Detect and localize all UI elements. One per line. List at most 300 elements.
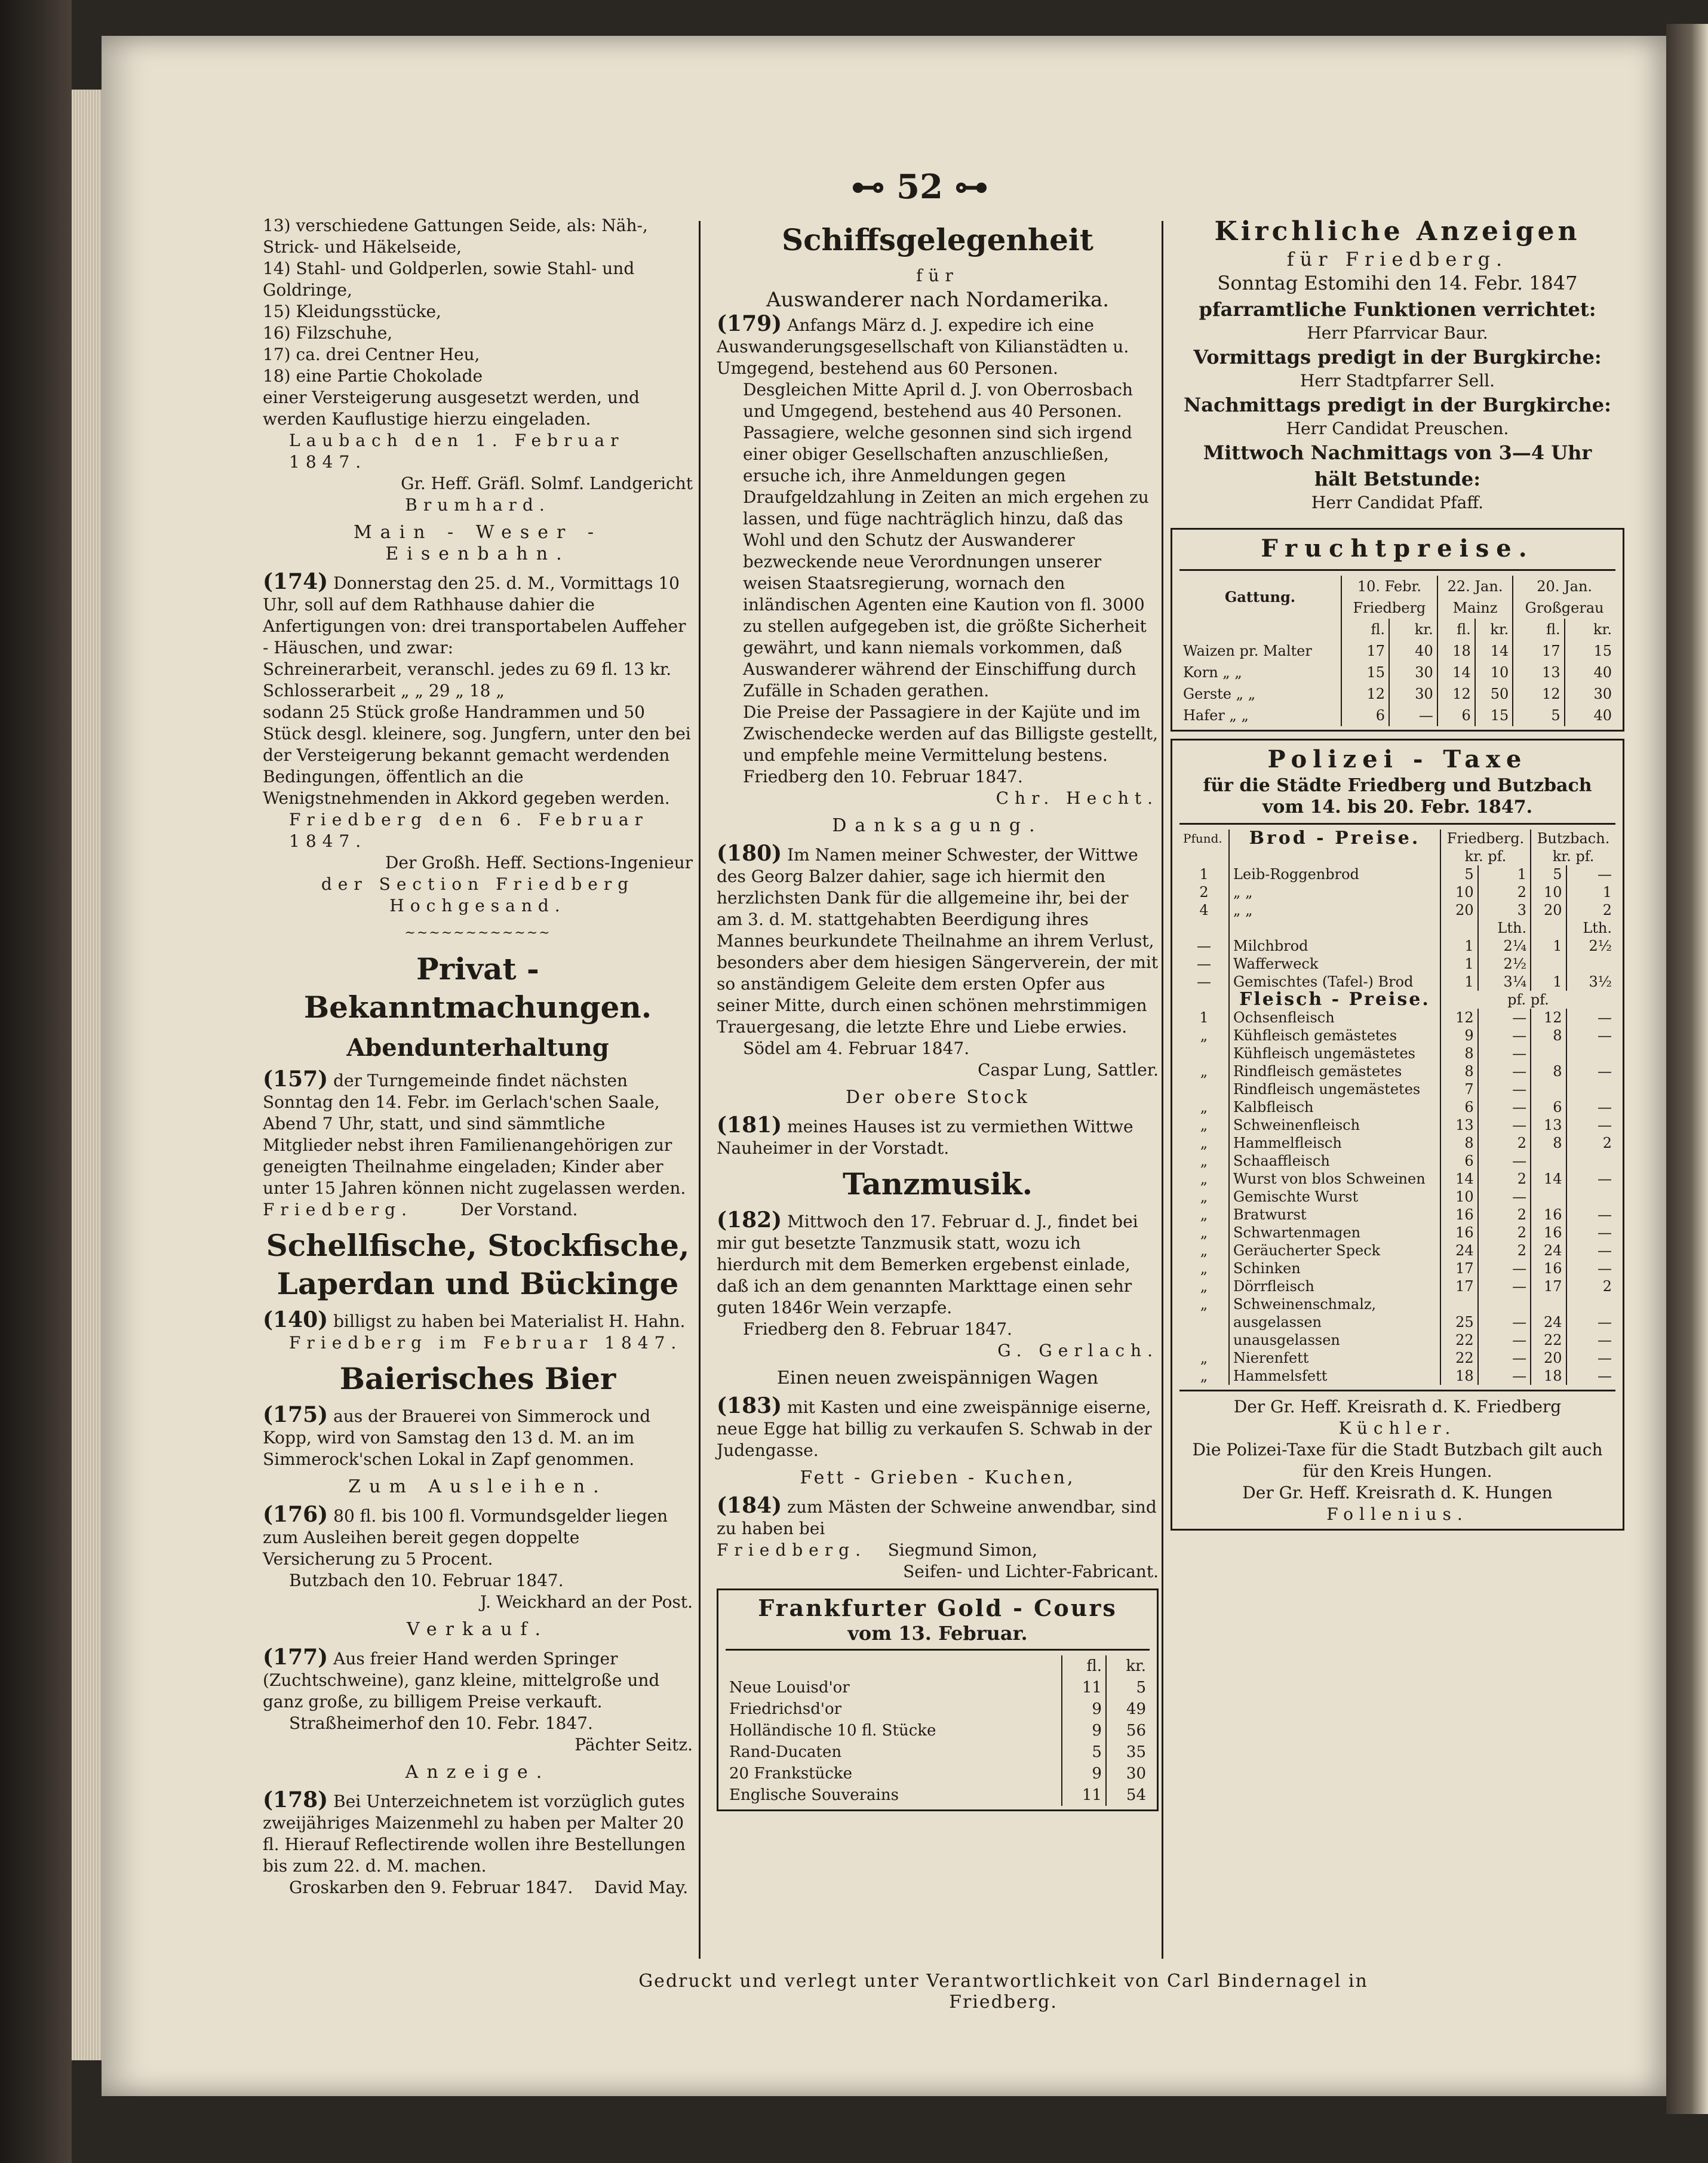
church-line: Mittwoch Nachmittags von 3—4 Uhr [1203, 441, 1592, 464]
price-cell: 40 [1593, 707, 1612, 724]
ad-subheading: Auswanderer nach Nordamerika. [766, 288, 1110, 312]
price-cell: 6 [1437, 705, 1475, 726]
place-date: Friedberg den 8. Februar 1847. [743, 1319, 1012, 1339]
price-cell: 2¼ [1478, 937, 1531, 955]
price-cell [1440, 1295, 1478, 1313]
place-date: Friedberg den 10. Februar 1847. [743, 767, 1023, 786]
unit-label: fl. [1513, 619, 1564, 640]
price-cell: 16 [1531, 1206, 1566, 1224]
notice-178 [263, 1789, 693, 1898]
rate-fl: 5 [1062, 1741, 1106, 1763]
table-units-row [1179, 619, 1615, 640]
notice-text: Im Namen meiner Schwester, der Wittwe des Georg Balzer dahier, sage ich hiermit den herzlichsten Dank für die allgemeine ihr, bei der am 3. d. M. stattgehabten Beerdigung ihres Mannes beurkundete Theilnahme an ihrem Verlust, besonders aber dem hiesigen Sängerverein, der mit so anständigem Geleite dem ersten Opfer aus seiner Mitte, durch einen schönen mehrstimmigen Trauergesang, die letzte Ehre und Liebe erwies. [717, 845, 1159, 1037]
table-row [1179, 1224, 1615, 1242]
price-cell: 14 [1440, 1170, 1478, 1188]
price-cell: 12 [1513, 683, 1564, 705]
column-header: Mainz [1437, 597, 1513, 619]
rate-kr: 56 [1106, 1720, 1150, 1741]
facing-page-edge [1666, 24, 1708, 2114]
quantity-cell: „ [1179, 1027, 1229, 1044]
quantity-cell: 1 [1179, 865, 1229, 883]
place-date: Straßheimerhof den 10. Febr. 1847. [289, 1713, 593, 1733]
grain-type: Gerste „ „ [1179, 683, 1341, 705]
price-cell: — [1598, 1332, 1612, 1348]
price-cell: 8 [1531, 1134, 1566, 1152]
notice-text: Die Preise der Passagiere in der Kajüte und im Zwischendecke werden auf das Billigste gestellt, und empfehle meine Vermittelung bestens. [743, 702, 1159, 765]
notice-text: 80 fl. bis 100 fl. Vormundsgelder liegen zum Ausleihen bereit gegen doppelte Versicherung zu 5 Procent. [263, 1506, 668, 1569]
grain-price-table [1179, 576, 1615, 726]
item-name: Schweinenschmalz, [1229, 1295, 1440, 1313]
item-name: Rindfleisch gemästetes [1229, 1062, 1440, 1080]
price-cell: — [1478, 1116, 1531, 1134]
price-cell: — [1478, 1313, 1531, 1331]
price-cell: 10 [1531, 883, 1566, 901]
column-1 [263, 215, 693, 1904]
table-row [1179, 973, 1615, 991]
price-cell: — [1598, 1099, 1612, 1116]
price-cell: — [1478, 1188, 1531, 1206]
church-line: pfarramtliche Funktionen verrichtet: [1199, 298, 1596, 321]
item-name: Schaaffleisch [1229, 1152, 1440, 1170]
notice-text: sodann 25 Stück große Handrammen und 50 Stück desgl. kleinere, sog. Jungfern, unter den bei der Versteigerung bekannt gemacht werdenden Bedingungen, öffentlich an die Wenigstnehmenden in Akkord gegeben werden. [263, 702, 691, 808]
coin-name: Neue Louisd'or [729, 1679, 850, 1697]
notice-180 [717, 843, 1159, 1081]
ad-heading: Zum Ausleihen. [348, 1476, 607, 1497]
price-cell: 15 [1593, 643, 1612, 659]
place-date: Friedberg im Februar 1847. [289, 1333, 683, 1353]
police-signature: Follenius. [1326, 1504, 1469, 1524]
quantity-cell [1179, 1080, 1229, 1098]
signature: Seifen- und Lichter-Fabricant. [903, 1562, 1159, 1581]
notice-text: Anfangs März d. J. expedire ich eine Auswanderungsgesellschaft von Kilianstädten u. Umgegend, bestehend aus 60 Personen. [717, 315, 1129, 378]
table-row [1179, 1009, 1615, 1027]
column-rule-2 [1162, 221, 1163, 1959]
unit-label: fl. [1341, 619, 1389, 640]
notice-text: aus der Brauerei von Simmerock und Kopp, wird von Samstag den 13 d. M. an im Simmerock'schen Lokal in Zapf genommen. [263, 1406, 651, 1469]
price-cell: 10 [1440, 883, 1478, 901]
price-cell: 5 [1440, 865, 1478, 883]
notice-text: Schlosserarbeit „ „ 29 „ 18 „ [263, 681, 505, 700]
price-cell: 22 [1531, 1331, 1566, 1349]
gold-rate-heading: Frankfurter Gold - Cours [758, 1594, 1117, 1621]
ad-heading: Fett - Grieben - Kuchen, [800, 1467, 1076, 1488]
quantity-cell: „ [1179, 1116, 1229, 1134]
quantity-cell: — [1179, 937, 1229, 955]
price-cell: — [1478, 1259, 1531, 1277]
price-cell: 18 [1531, 1367, 1566, 1385]
table-row [1179, 1134, 1615, 1152]
column-header: Butzbach. [1537, 830, 1610, 847]
coin-name: Englische Souverains [729, 1786, 899, 1804]
table-row [1179, 1188, 1615, 1206]
church-subheading: für Friedberg. [1286, 248, 1509, 271]
price-cell: 2½ [1589, 938, 1612, 954]
price-cell: 16 [1531, 1259, 1566, 1277]
book-spine-edge [0, 0, 72, 2163]
price-cell: — [1598, 1242, 1612, 1259]
signature: Der Großh. Heff. Sections-Ingenieur [385, 853, 693, 872]
police-tax-heading: Polizei - Taxe [1267, 745, 1528, 773]
notice-text: billigst zu haben bei Materialist H. Hahn. [333, 1311, 686, 1331]
quantity-cell [1179, 1044, 1229, 1062]
rate-kr: 54 [1106, 1784, 1150, 1806]
column-header: Brod - Preise. [1229, 829, 1440, 847]
price-cell [1566, 1080, 1615, 1098]
table-row [1179, 1295, 1615, 1313]
table-row [1179, 1367, 1615, 1385]
place-date: Friedberg den 6. Februar 1847. [289, 810, 649, 851]
notice-181 [717, 1114, 1159, 1159]
table-row [1179, 1349, 1615, 1367]
price-cell: 2 [1602, 902, 1612, 918]
table-row [1179, 1331, 1615, 1349]
price-cell: 3 [1478, 901, 1531, 919]
quantity-cell: „ [1179, 1170, 1229, 1188]
price-cell: 13 [1513, 662, 1564, 683]
gold-rate-box [717, 1589, 1159, 1811]
price-cell: 15 [1341, 662, 1389, 683]
price-cell: 2 [1478, 883, 1531, 901]
column-header: Friedberg [1341, 597, 1437, 619]
signature: der Section Friedberg [321, 874, 635, 894]
item-name: Schwartenmagen [1229, 1224, 1440, 1242]
price-cell: — [1478, 1277, 1531, 1295]
list-item: 17) ca. drei Centner Heu, [263, 345, 480, 364]
notice-number: (181) [717, 1113, 782, 1138]
price-cell: 18 [1440, 1367, 1478, 1385]
price-cell: 1 [1531, 973, 1566, 991]
price-cell: — [1598, 1009, 1612, 1026]
notice-157 [263, 1068, 693, 1221]
price-cell [1566, 1295, 1615, 1313]
quantity-cell: „ [1179, 1242, 1229, 1259]
price-cell [1566, 1188, 1615, 1206]
table-header-row [726, 1655, 1150, 1677]
grain-type: Waizen pr. Malter [1179, 640, 1341, 662]
item-name: Dörrfleisch [1229, 1277, 1440, 1295]
rate-fl: 9 [1062, 1720, 1106, 1741]
quantity-cell: „ [1179, 1349, 1229, 1367]
church-line: Herr Pfarrvicar Baur. [1307, 323, 1488, 343]
ad-heading: Abendunterhaltung [346, 1034, 609, 1062]
notice-number: (176) [263, 1502, 328, 1527]
price-cell: — [1598, 1368, 1612, 1384]
notice-number: (184) [717, 1493, 782, 1518]
table-row [1179, 937, 1615, 955]
quantity-cell: 4 [1179, 901, 1229, 919]
table-row [1179, 865, 1615, 883]
grain-price-box [1171, 528, 1624, 732]
rate-kr: 30 [1106, 1763, 1150, 1784]
table-row [726, 1698, 1150, 1720]
price-cell: 30 [1593, 686, 1612, 702]
column-2 [717, 215, 1159, 1811]
table-row [1179, 901, 1615, 919]
price-cell: 5 [1531, 865, 1566, 883]
church-line: Herr Candidat Pfaff. [1311, 493, 1484, 512]
price-cell: — [1598, 1027, 1612, 1044]
unit-label: pf. pf. [1507, 991, 1549, 1008]
rate-fl: 11 [1062, 1784, 1106, 1806]
column-header: 10. Febr. [1341, 576, 1437, 597]
table-subheader-row [1179, 991, 1615, 1009]
item-name: Nierenfett [1229, 1349, 1440, 1367]
place: Friedberg. [263, 1200, 413, 1219]
church-line: Nachmittags predigt in der Burgkirche: [1184, 394, 1611, 416]
price-cell: — [1598, 1350, 1612, 1366]
table-row [726, 1741, 1150, 1763]
column-header: 22. Jan. [1437, 576, 1513, 597]
quantity-cell: „ [1179, 1224, 1229, 1242]
price-cell: 22 [1440, 1331, 1478, 1349]
price-cell: 8 [1440, 1062, 1478, 1080]
quantity-cell: 1 [1179, 1009, 1229, 1027]
unit-label: kr. [1389, 619, 1437, 640]
price-cell: 2 [1478, 1224, 1531, 1242]
divider [1179, 823, 1615, 825]
price-cell: 20 [1531, 901, 1566, 919]
price-cell: 1 [1440, 937, 1478, 955]
police-tax-box [1171, 739, 1624, 1531]
price-cell: 18 [1437, 640, 1475, 662]
price-cell: — [1478, 1044, 1531, 1062]
notice-175 [263, 1404, 693, 1470]
price-cell: 2 [1478, 1170, 1531, 1188]
church-line: hält Betstunde: [1314, 468, 1481, 490]
price-cell: — [1478, 1152, 1531, 1170]
table-row [1179, 1277, 1615, 1295]
place-date: Groskarben den 9. Februar 1847. [289, 1878, 573, 1897]
table-units-row [1179, 847, 1615, 865]
table-row [1179, 1242, 1615, 1259]
price-cell: 13 [1440, 1116, 1478, 1134]
table-row [1179, 1044, 1615, 1062]
notice-text: mit Kasten und eine zweispännige eiserne, neue Egge hat billig zu verkaufen S. Schwab in der Judengasse. [717, 1397, 1152, 1460]
item-name: Hammelfleisch [1229, 1134, 1440, 1152]
price-cell: 10 [1475, 662, 1513, 683]
column-header: Großgerau [1525, 600, 1604, 616]
quantity-cell: — [1179, 973, 1229, 991]
price-cell: — [1478, 1062, 1531, 1080]
grain-type: Hafer „ „ [1179, 705, 1341, 726]
price-cell: — [1478, 1080, 1531, 1098]
ad-heading: Verkauf. [407, 1619, 549, 1640]
notice-179 [717, 313, 1159, 809]
price-cell: 1 [1531, 937, 1566, 955]
price-cell [1531, 1295, 1566, 1313]
bread-price-rows [1179, 865, 1615, 991]
item-name: Milchbrod [1229, 937, 1440, 955]
price-cell: 8 [1531, 1027, 1566, 1044]
price-cell: 2½ [1478, 955, 1531, 973]
table-row [1179, 640, 1615, 662]
unit-label: kr. [1593, 621, 1612, 638]
divider [726, 1649, 1150, 1651]
table-row [726, 1720, 1150, 1741]
price-cell [1566, 1044, 1615, 1062]
price-cell: 8 [1440, 1134, 1478, 1152]
notice-text: Aus freier Hand werden Springer (Zuchtschweine), ganz kleine, mittelgroße und ganz große, zu billigem Preise verkauft. [263, 1649, 660, 1712]
notice-174 [263, 571, 693, 917]
quantity-cell: „ [1179, 1134, 1229, 1152]
item-name: Hammelsfett [1229, 1367, 1440, 1385]
table-row [1179, 1062, 1615, 1080]
quantity-cell [1179, 1331, 1229, 1349]
unit-label: kr. pf. [1552, 848, 1595, 865]
price-cell: 10 [1440, 1188, 1478, 1206]
list-item: 15) Kleidungsstücke, [263, 302, 441, 321]
list-item: 18) eine Partie Chokolade [263, 366, 483, 386]
table-row [726, 1677, 1150, 1698]
section-heading: Privat - Bekanntmachungen. [303, 951, 652, 1025]
quantity-cell: „ [1179, 1188, 1229, 1206]
price-cell: 8 [1440, 1044, 1478, 1062]
price-cell: 2 [1478, 1134, 1531, 1152]
ad-subheading: für [916, 266, 959, 285]
table-header-row [1179, 576, 1615, 597]
unit-label: fl. [1437, 619, 1475, 640]
signature: Pächter Seitz. [575, 1735, 693, 1755]
table-row [1179, 1170, 1615, 1188]
price-cell: 40 [1593, 664, 1612, 681]
auction-list [263, 215, 693, 516]
item-name: Kühfleisch ungemästetes [1229, 1044, 1440, 1062]
notice-number: (175) [263, 1402, 328, 1427]
price-cell: 12 [1531, 1009, 1566, 1027]
column-header: fl. [1062, 1655, 1106, 1677]
price-cell: 1 [1440, 955, 1478, 973]
notice-140 [263, 1309, 693, 1354]
item-name: Rindfleisch ungemästetes [1229, 1080, 1440, 1098]
price-cell: — [1478, 1367, 1531, 1385]
price-cell: 14 [1531, 1170, 1566, 1188]
price-cell: 6 [1341, 705, 1389, 726]
price-cell: 17 [1440, 1259, 1478, 1277]
price-cell: — [1478, 1009, 1531, 1027]
price-cell [1531, 955, 1566, 973]
section-heading: Main - Weser - Eisenbahn. [353, 522, 603, 564]
grain-price-heading: Fruchtpreise. [1261, 534, 1534, 563]
price-cell: — [1598, 1063, 1612, 1080]
price-cell [1531, 1080, 1566, 1098]
price-cell: — [1478, 1027, 1531, 1044]
ad-heading: Schellfische, Stockfische, Laperdan und Bückinge [266, 1228, 690, 1301]
price-cell [1531, 919, 1566, 937]
item-name: Ochsenfleisch [1229, 1009, 1440, 1027]
ad-heading: Der obere Stock [846, 1087, 1030, 1108]
price-cell: — [1478, 1331, 1531, 1349]
price-cell: 24 [1531, 1313, 1566, 1331]
auction-text: einer Versteigerung ausgesetzt werden, und werden Kauflustige hierzu eingeladen. [263, 388, 640, 429]
table-row [1179, 1098, 1615, 1116]
notice-text: Desgleichen Mitte April d. J. von Oberrosbach und Umgegend, bestehend aus 40 Personen. [743, 380, 1133, 421]
notice-text: Mittwoch den 17. Februar d. J., findet bei mir gut besetzte Tanzmusik statt, wozu ich hierdurch mit dem Bemerken ergebenst einlade, daß ich an dem genannten Markttage einen sehr guten 1846r Wein verzapfe. [717, 1212, 1138, 1317]
ad-heading: Anzeige. [405, 1762, 551, 1783]
table-header-row [1179, 829, 1615, 847]
signature: Gr. Heff. Gräfl. Solmf. Landgericht [401, 474, 693, 493]
quantity-cell: „ [1179, 1295, 1229, 1313]
price-cell: 17 [1341, 640, 1389, 662]
price-cell: 3½ [1589, 973, 1612, 990]
grain-price-rows [1179, 640, 1615, 726]
gold-rate-rows [726, 1677, 1150, 1806]
quantity-cell: „ [1179, 1152, 1229, 1170]
ad-heading: Tanzmusik. [842, 1166, 1033, 1202]
police-tax-subheading: für die Städte Friedberg und Butzbach [1203, 775, 1592, 796]
divider [1179, 1390, 1615, 1391]
quantity-cell [1179, 1313, 1229, 1331]
place: Friedberg. [717, 1540, 867, 1560]
price-cell: 40 [1389, 640, 1437, 662]
price-cell [1531, 1044, 1566, 1062]
church-date: Sonntag Estomihi den 14. Febr. 1847 [1217, 272, 1578, 294]
item-name: Kühfleisch gemästetes [1229, 1027, 1440, 1044]
police-note: Die Polizei-Taxe für die Stadt Butzbach gilt auch für den Kreis Hungen. [1192, 1440, 1603, 1481]
item-name: Bratwurst [1229, 1206, 1440, 1224]
ornament-right: ⊶ [942, 167, 988, 207]
price-cell: 17 [1531, 1277, 1566, 1295]
price-cell: 24 [1440, 1242, 1478, 1259]
table-row [1179, 919, 1615, 937]
price-cell: 5 [1513, 705, 1564, 726]
unit-label: kr. [1475, 619, 1513, 640]
column-3 [1171, 215, 1624, 1531]
item-name: Gemischte Wurst [1229, 1188, 1440, 1206]
item-name: Leib-Roggenbrod [1229, 865, 1440, 883]
price-cell [1478, 1295, 1531, 1313]
place-date: Laubach den 1. Februar 1847. [289, 431, 625, 472]
price-cell: Lth. [1583, 920, 1612, 936]
price-cell: 9 [1440, 1027, 1478, 1044]
table-row [726, 1784, 1150, 1806]
rate-fl: 11 [1062, 1677, 1106, 1698]
place-date: Butzbach den 10. Februar 1847. [289, 1571, 564, 1590]
price-cell: 2 [1602, 1135, 1612, 1151]
place-date: Södel am 4. Februar 1847. [743, 1039, 970, 1058]
notice-number: (140) [263, 1307, 328, 1332]
price-cell: 1 [1478, 865, 1531, 883]
meat-price-rows [1179, 1009, 1615, 1385]
notice-182 [717, 1209, 1159, 1362]
table-row [1179, 1027, 1615, 1044]
price-cell: 30 [1389, 683, 1437, 705]
price-cell: — [1598, 1170, 1612, 1187]
quantity-cell [1179, 919, 1229, 937]
coin-name: 20 Frankstücke [729, 1765, 853, 1783]
ad-heading: Baierisches Bier [339, 1361, 616, 1396]
quantity-cell: 2 [1179, 883, 1229, 901]
list-item: 16) Filzschuhe, [263, 323, 393, 343]
coin-name: Friedrichsd'or [729, 1700, 842, 1718]
price-cell: 7 [1440, 1080, 1478, 1098]
quantity-cell: „ [1179, 1062, 1229, 1080]
table-row [1179, 1313, 1615, 1331]
signature: David May. [594, 1878, 689, 1897]
price-cell: 2 [1478, 1242, 1531, 1259]
price-cell [1531, 1188, 1566, 1206]
price-cell: — [1389, 705, 1437, 726]
price-cell: — [1598, 866, 1612, 883]
imprint-footer: Gedruckt und verlegt unter Verantwortlichkeit von Carl Bindernagel in Friedberg. [638, 1971, 1368, 2013]
price-cell: — [1478, 1349, 1531, 1367]
price-cell: 13 [1531, 1116, 1566, 1134]
notice-183 [717, 1395, 1159, 1461]
table-row [1179, 662, 1615, 683]
ad-heading: Schiffsgelegenheit [781, 222, 1094, 257]
police-signature: Der Gr. Heff. Kreisrath d. K. Hungen [1242, 1483, 1553, 1503]
column-header: kr. [1106, 1655, 1150, 1677]
signature: G. Gerlach. [997, 1341, 1159, 1360]
